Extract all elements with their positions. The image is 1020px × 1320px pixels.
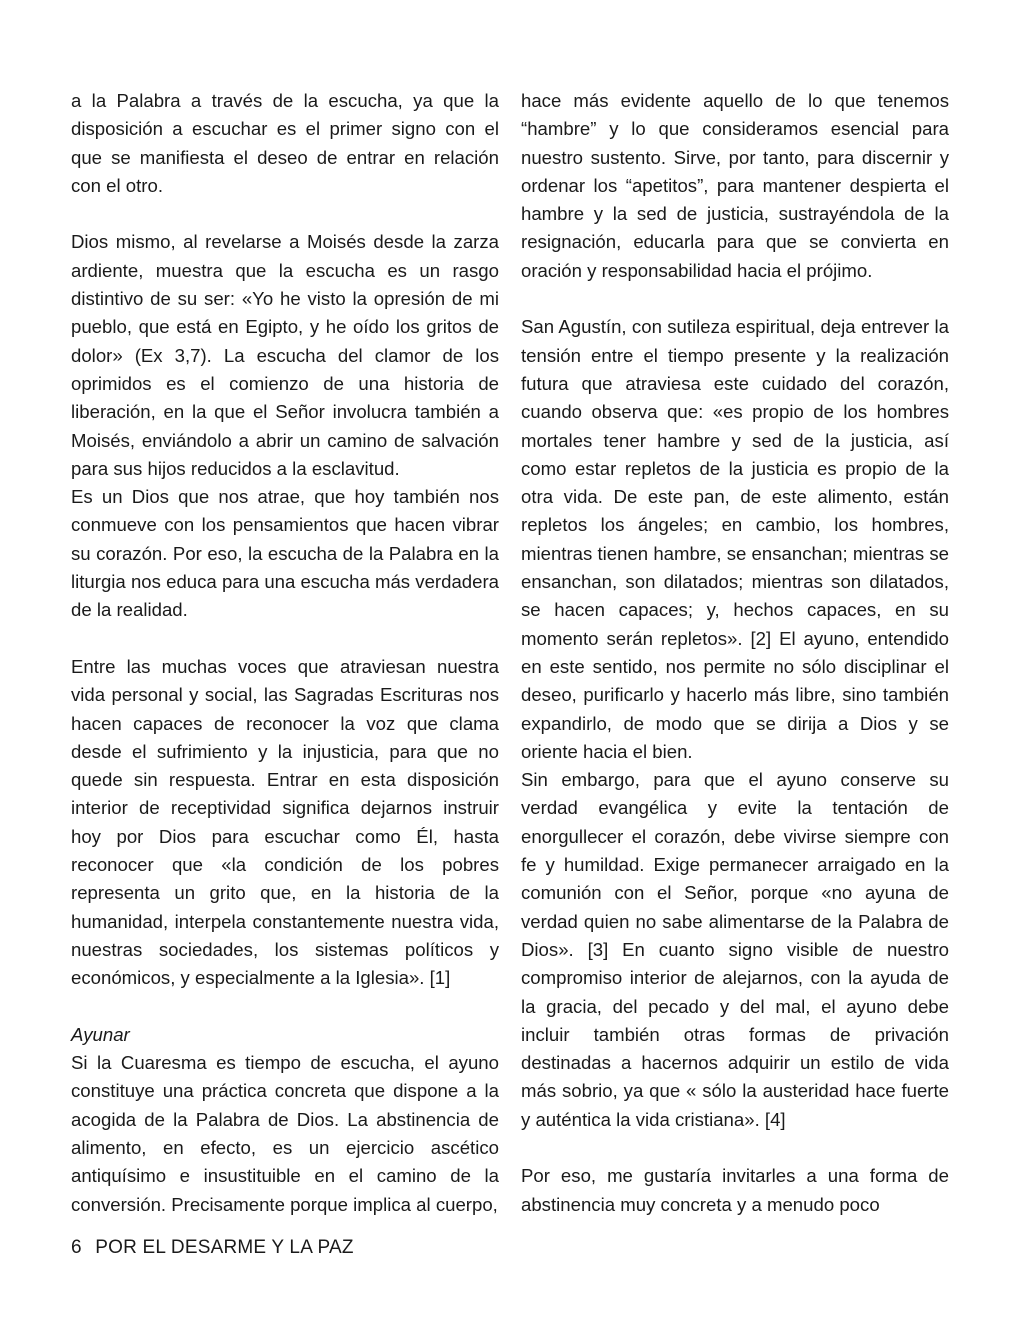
paragraph-spacer [71, 993, 499, 1021]
page-number: 6 [71, 1237, 82, 1258]
body-paragraph: a la Palabra a través de la escucha, ya que la disposición a escuchar es el primer signo con el que se manifiesta el deseo de entrar en relación con el otro. [71, 90, 499, 196]
page-footer [71, 1236, 354, 1260]
body-paragraph: Es un Dios que nos atrae, que hoy también nos conmueve con los pensamientos que hacen vibrar su corazón. Por eso, la escucha de la Palabra en la liturgia nos educa para una escucha más verdadera de la realidad. [71, 486, 499, 621]
body-paragraph: Sin embargo, para que el ayuno conserve su verdad evangélica y evite la tentación de enorgullecer el corazón, debe vivirse siempre con fe y humildad. Exige permanecer arraigado en la comunión con el Señor, porque «no ayuna de verdad quien no sabe alimentarse de la Palabra de Dios». [3] En cuanto signo visible de nuestro compromiso interior de alejarnos, con la ayuda de la gracia, del pecado y del mal, el ayuno debe incluir también otras formas de privación destinadas a hacernos adquirir un estilo de vida más sobrio, ya que « sólo la austeridad hace fuerte y auténtica la vida cristiana». [4] [521, 769, 949, 1130]
right-column [521, 87, 949, 1219]
body-paragraph: Por eso, me gustaría invitarles a una forma de abstinencia muy concreta y a menudo poco [521, 1165, 949, 1215]
paragraph-spacer [521, 1134, 949, 1162]
left-column [71, 87, 499, 1219]
paragraph-spacer [71, 625, 499, 653]
body-paragraph: Entre las muchas voces que atraviesan nuestra vida personal y social, las Sagradas Escrituras nos hacen capaces de reconocer la voz que clama desde el sufrimiento y la injusticia, para que no quede sin respuesta. Entrar en esta disposición interior de receptividad significa dejarnos instruir hoy por Dios para escuchar como Él, hasta reconocer que «la condición de los pobres representa un grito que, en la historia de la humanidad, interpela constantemente nuestra vida, nuestras sociedades, los sistemas políticos y económicos, y especialmente a la Iglesia». [1] [71, 655, 499, 989]
paragraph-spacer [71, 200, 499, 228]
paragraph-spacer [521, 285, 949, 313]
body-paragraph: Dios mismo, al revelarse a Moisés desde la zarza ardiente, muestra que la escucha es un rasgo distintivo de su ser: «Yo he visto la opresión de mi pueblo, que está en Egipto, y he oído los gritos de dolor» (Ex 3,7). La escucha del clamor de los oprimidos es el comienzo de una historia de liberación, en la que el Señor involucra también a Moisés, enviándolo a abrir un camino de salvación para sus hijos reducidos a la esclavitud. [71, 231, 499, 479]
body-paragraph: hace más evidente aquello de lo que tenemos “hambre” y lo que consideramos esencial para nuestro sustento. Sirve, por tanto, para discernir y ordenar los “apetitos”, para mantener despierta el hambre y la sed de justicia, sustrayéndola de la resignación, educarla para que se convierta en oración y responsabilidad hacia el prójimo. [521, 90, 949, 281]
body-paragraph: Si la Cuaresma es tiempo de escucha, el ayuno constituye una práctica concreta que dispone a la acogida de la Palabra de Dios. La abstinencia de alimento, en efecto, es un ejercicio ascético antiquísimo e insustituible en el camino de la conversión. Precisamente porque implica al cuerpo, [71, 1052, 499, 1215]
publication-title: POR EL DESARME Y LA PAZ [95, 1237, 354, 1258]
body-paragraph: San Agustín, con sutileza espiritual, deja entrever la tensión entre el tiempo presente y la realización futura que atraviesa este cuidado del corazón, cuando observa que: «es propio de los hombres mortales tener hambre y sed de la justicia, así como estar repletos de la justicia es propio de la otra vida. De este pan, de este alimento, están repletos los ángeles; en cambio, los hombres, mientras tienen hambre, se ensanchan; mientras se ensanchan, son dilatados; mientras son dilatados, se hacen capaces; y, hechos capaces, en su momento serán repletos». [2] El ayuno, entendido en este sentido, nos permite no sólo disciplinar el deseo, purificarlo y hacerlo más libre, sino también expandirlo, de modo que se dirija a Dios y se oriente hacia el bien. [521, 316, 949, 762]
section-heading: Ayunar [71, 1023, 130, 1045]
